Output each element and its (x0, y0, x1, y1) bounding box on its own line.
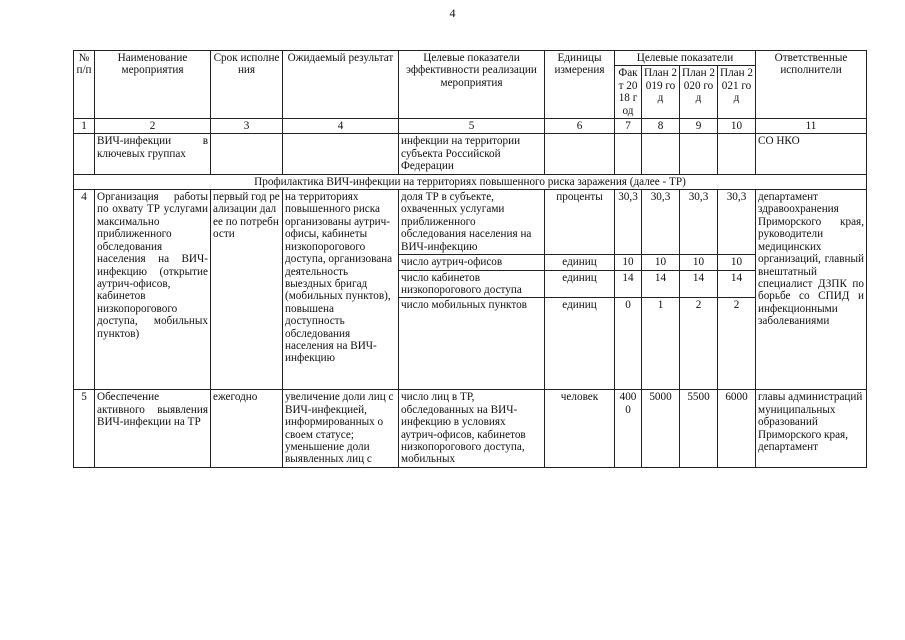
col-number: 2 (95, 119, 211, 134)
header-plan-2021: План 2021 год (718, 66, 756, 119)
row-5-indicator: число лиц в ТР, обследованных на ВИЧ-инфекцию в условиях аутрич-офисов, кабинетов низкопорогового доступа, мобильных (399, 390, 545, 467)
row-5-number: 5 (74, 390, 95, 467)
header-name: Наименование мероприятия (95, 51, 211, 119)
header-units: Единицы измерения (545, 51, 615, 119)
value-2018: 30,3 (615, 190, 642, 255)
row-5-name: Обеспечение активного выявления ВИЧ-инфекции на ТР (95, 390, 211, 467)
indicator-unit: единиц (545, 255, 615, 270)
value-2019: 10 (642, 255, 680, 270)
col-number: 5 (399, 119, 545, 134)
value-2019: 30,3 (642, 190, 680, 255)
indicator-name: число аутрич-офисов (399, 255, 545, 270)
continuation-name: ВИЧ-инфекции в ключевых группах (95, 134, 211, 174)
row-4-name: Организация работы по охвату ТР услугами максимально приближенного обследования населения на ВИЧ-инфекцию (открытие аутрич-офисов, кабинетов низкопорогового доступа, мобильных пунктов) (95, 190, 211, 390)
value-2020: 14 (680, 270, 718, 298)
value-2020: 2 (680, 298, 718, 390)
row-5-result: увеличение доли лиц с ВИЧ-инфекцией, информированных о своем статусе; уменьшение доли выявленных лиц с (283, 390, 399, 467)
col-number: 8 (642, 119, 680, 134)
col-number: 7 (615, 119, 642, 134)
indicator-name: доля ТР в субъекте, охваченных услугами приближенного обследования населения на ВИЧ-инфекцию (399, 190, 545, 255)
value-2020: 30,3 (680, 190, 718, 255)
col-number: 6 (545, 119, 615, 134)
continuation-indicator: инфекции на территории субъекта Российской Федерации (399, 134, 545, 174)
indicator-name: число кабинетов низкопорогового доступа (399, 270, 545, 298)
header-indicators: Целевые показатели эффективности реализации мероприятия (399, 51, 545, 119)
value-2018: 0 (615, 298, 642, 390)
header-fact-2018: Факт 2018 год (615, 66, 642, 119)
row-5 (74, 390, 867, 467)
row-4-indicator-1 (74, 190, 867, 255)
value-2018: 14 (615, 270, 642, 298)
row-5-unit: человек (545, 390, 615, 467)
value-2021: 10 (718, 255, 756, 270)
header-targets-group: Целевые показатели (615, 51, 756, 66)
col-number: 11 (756, 119, 867, 134)
header-row (74, 51, 867, 66)
value-2021: 30,3 (718, 190, 756, 255)
row-4-term: первый год реализации далее по потребности (211, 190, 283, 390)
indicator-name: число мобильных пунктов (399, 298, 545, 390)
page-number: 4 (449, 6, 456, 20)
header-plan-2019: План 2019 год (642, 66, 680, 119)
row-5-value-2021: 6000 (718, 390, 756, 467)
header-responsible: Ответственные исполнители (756, 51, 867, 119)
header-num: № п/п (74, 51, 95, 119)
row-4-result: на территориях повышенного риска организованы аутрич-офисы, кабинеты низкопорогового доступа, организована деятельность выездных бригад (мобильных пунктов), повышена доступность обследования населения на ВИЧ-инфекцию (283, 190, 399, 390)
activities-table (73, 50, 867, 468)
header-result: Ожидаемый результат (283, 51, 399, 119)
indicator-unit: единиц (545, 298, 615, 390)
value-2021: 2 (718, 298, 756, 390)
row-4-responsible: департамент здравоохранения Приморского края, руководители медицинских организаций, главный внештатный специалист ДЗПК по борьбе со СПИД и инфекционными заболеваниями (756, 190, 867, 390)
indicator-unit: проценты (545, 190, 615, 255)
header-term: Срок исполнения (211, 51, 283, 119)
header-plan-2020: План 2020 год (680, 66, 718, 119)
value-2018: 10 (615, 255, 642, 270)
col-number: 3 (211, 119, 283, 134)
section-title: Профилактика ВИЧ-инфекции на территориях повышенного риска заражения (далее - ТР) (74, 174, 867, 189)
indicator-unit: единиц (545, 270, 615, 298)
row-4-number: 4 (74, 190, 95, 390)
col-number: 1 (74, 119, 95, 134)
continuation-responsible: СО НКО (756, 134, 867, 174)
col-number: 9 (680, 119, 718, 134)
value-2019: 1 (642, 298, 680, 390)
row-5-value-2019: 5000 (642, 390, 680, 467)
row-5-value-2018: 4000 (615, 390, 642, 467)
col-number: 10 (718, 119, 756, 134)
value-2020: 10 (680, 255, 718, 270)
col-number: 4 (283, 119, 399, 134)
row-5-value-2020: 5500 (680, 390, 718, 467)
row-5-responsible: главы администраций муниципальных образований Приморского края, департамент (756, 390, 867, 467)
column-number-row (74, 119, 867, 134)
value-2019: 14 (642, 270, 680, 298)
value-2021: 14 (718, 270, 756, 298)
continuation-row (74, 134, 867, 174)
row-5-term: ежегодно (211, 390, 283, 467)
section-row (74, 174, 867, 189)
